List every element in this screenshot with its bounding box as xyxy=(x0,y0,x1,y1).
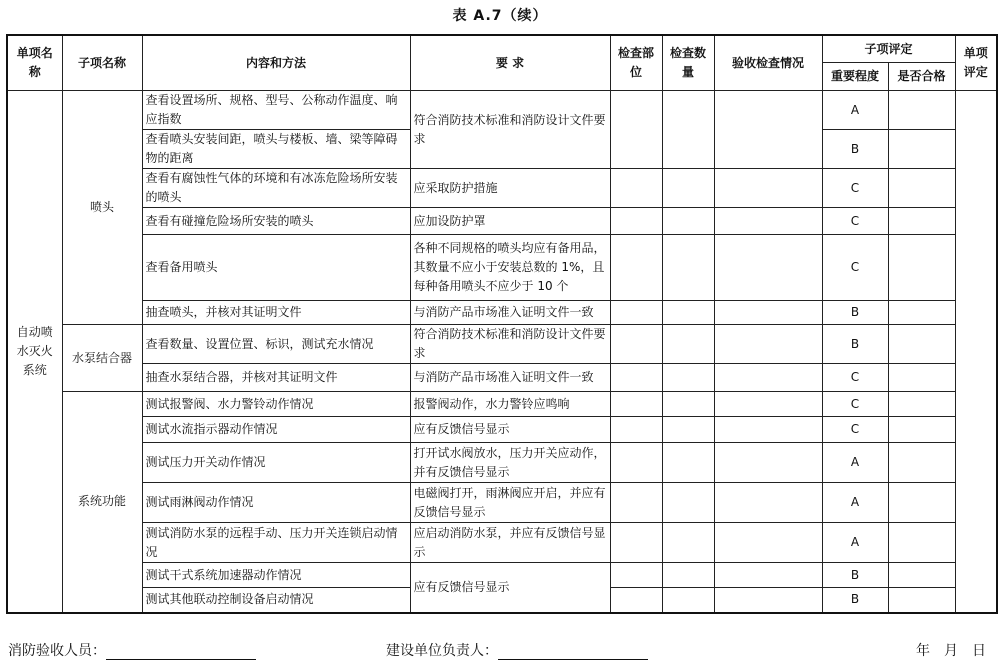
header-item-name: 单项名称 xyxy=(7,35,62,91)
inspection-status-cell[interactable] xyxy=(714,235,822,301)
qualified-cell[interactable] xyxy=(888,325,955,364)
check-location-cell[interactable] xyxy=(610,301,662,325)
check-location-cell[interactable] xyxy=(610,91,662,169)
importance-cell: B xyxy=(822,301,888,325)
inspection-status-cell[interactable] xyxy=(714,208,822,235)
qualified-cell[interactable] xyxy=(888,364,955,392)
requirement-cell: 应有反馈信号显示 xyxy=(410,417,610,443)
requirement-cell: 电磁阀打开，雨淋阀应开启，并应有反馈信号显示 xyxy=(410,483,610,523)
inspector-label: 消防验收人员： xyxy=(8,643,106,659)
check-quantity-cell[interactable] xyxy=(662,392,714,417)
qualified-cell[interactable] xyxy=(888,91,955,130)
content-cell: 测试雨淋阀动作情况 xyxy=(142,483,410,523)
check-location-cell[interactable] xyxy=(610,523,662,563)
table-row xyxy=(7,91,997,130)
header-check-location: 检查部位 xyxy=(610,35,662,91)
header-content-method: 内容和方法 xyxy=(142,35,410,91)
requirement-cell: 应采取防护措施 xyxy=(410,169,610,208)
inspector-signature-line[interactable] xyxy=(106,645,256,660)
check-quantity-cell[interactable] xyxy=(662,169,714,208)
acceptance-table xyxy=(6,34,998,614)
content-cell: 查看有腐蚀性气体的环境和有冰冻危险场所安装的喷头 xyxy=(142,169,410,208)
check-quantity-cell[interactable] xyxy=(662,588,714,613)
header-inspection-status: 验收检查情况 xyxy=(714,35,822,91)
system-name-cell: 自动喷水灭火系统 xyxy=(7,91,62,613)
header-check-quantity: 检查数量 xyxy=(662,35,714,91)
content-cell: 测试水流指示器动作情况 xyxy=(142,417,410,443)
qualified-cell[interactable] xyxy=(888,483,955,523)
owner-label: 建设单位负责人： xyxy=(386,643,498,659)
check-location-cell[interactable] xyxy=(610,443,662,483)
qualified-cell[interactable] xyxy=(888,169,955,208)
check-quantity-cell[interactable] xyxy=(662,208,714,235)
inspection-status-cell[interactable] xyxy=(714,169,822,208)
check-quantity-cell[interactable] xyxy=(662,417,714,443)
table-row xyxy=(7,169,997,208)
importance-cell: C xyxy=(822,392,888,417)
qualified-cell[interactable] xyxy=(888,301,955,325)
inspection-status-cell[interactable] xyxy=(714,392,822,417)
content-cell: 查看喷头安装间距，喷头与楼板、墙、梁等障碍物的距离 xyxy=(142,130,410,169)
table-row xyxy=(7,364,997,392)
importance-cell: C xyxy=(822,364,888,392)
qualified-cell[interactable] xyxy=(888,130,955,169)
header-sub-eval: 子项评定 xyxy=(822,35,955,63)
group-nozzle: 喷头 xyxy=(62,91,142,325)
requirement-cell: 与消防产品市场准入证明文件一致 xyxy=(410,364,610,392)
content-cell: 抽查水泵结合器，并核对其证明文件 xyxy=(142,364,410,392)
content-cell: 测试压力开关动作情况 xyxy=(142,443,410,483)
qualified-cell[interactable] xyxy=(888,417,955,443)
group-system-function: 系统功能 xyxy=(62,392,142,613)
header-qualified: 是否合格 xyxy=(888,63,955,91)
inspection-status-cell[interactable] xyxy=(714,417,822,443)
inspection-status-cell[interactable] xyxy=(714,483,822,523)
check-location-cell[interactable] xyxy=(610,169,662,208)
requirement-cell: 符合消防技术标准和消防设计文件要求 xyxy=(410,91,610,169)
owner-signature-line[interactable] xyxy=(498,645,648,660)
check-location-cell[interactable] xyxy=(610,392,662,417)
importance-cell: A xyxy=(822,483,888,523)
check-quantity-cell[interactable] xyxy=(662,483,714,523)
content-cell: 测试干式系统加速器动作情况 xyxy=(142,563,410,588)
inspection-status-cell[interactable] xyxy=(714,91,822,169)
inspection-status-cell[interactable] xyxy=(714,523,822,563)
group-pump-connector: 水泵结合器 xyxy=(62,325,142,392)
check-location-cell[interactable] xyxy=(610,364,662,392)
date-label: 年 月 日 xyxy=(916,643,986,659)
table-row xyxy=(7,208,997,235)
requirement-cell: 报警阀动作，水力警铃应鸣响 xyxy=(410,392,610,417)
qualified-cell[interactable] xyxy=(888,392,955,417)
requirement-cell: 符合消防技术标准和消防设计文件要求 xyxy=(410,325,610,364)
importance-cell: A xyxy=(822,91,888,130)
inspection-status-cell[interactable] xyxy=(714,301,822,325)
inspection-status-cell[interactable] xyxy=(714,325,822,364)
requirement-cell: 打开试水阀放水，压力开关应动作，并有反馈信号显示 xyxy=(410,443,610,483)
requirement-cell: 与消防产品市场准入证明文件一致 xyxy=(410,301,610,325)
content-cell: 抽查喷头，并核对其证明文件 xyxy=(142,301,410,325)
check-quantity-cell[interactable] xyxy=(662,563,714,588)
check-location-cell[interactable] xyxy=(610,208,662,235)
importance-cell: B xyxy=(822,588,888,613)
content-cell: 查看有碰撞危险场所安装的喷头 xyxy=(142,208,410,235)
inspection-status-cell[interactable] xyxy=(714,563,822,588)
item-eval-cell[interactable] xyxy=(955,91,997,613)
content-cell: 查看备用喷头 xyxy=(142,235,410,301)
importance-cell: C xyxy=(822,235,888,301)
inspection-status-cell[interactable] xyxy=(714,588,822,613)
qualified-cell[interactable] xyxy=(888,523,955,563)
requirement-cell: 应加设防护罩 xyxy=(410,208,610,235)
importance-cell: B xyxy=(822,563,888,588)
check-location-cell[interactable] xyxy=(610,325,662,364)
check-location-cell[interactable] xyxy=(610,563,662,588)
content-cell: 查看数量、设置位置、标识，测试充水情况 xyxy=(142,325,410,364)
check-quantity-cell[interactable] xyxy=(662,301,714,325)
check-quantity-cell[interactable] xyxy=(662,325,714,364)
requirement-cell: 应有反馈信号显示 xyxy=(410,563,610,613)
inspection-status-cell[interactable] xyxy=(714,364,822,392)
table-row xyxy=(7,483,997,523)
importance-cell: A xyxy=(822,523,888,563)
check-quantity-cell[interactable] xyxy=(662,91,714,169)
table-row xyxy=(7,301,997,325)
table-row xyxy=(7,417,997,443)
importance-cell: C xyxy=(822,417,888,443)
table-row xyxy=(7,563,997,588)
table-row xyxy=(7,392,997,417)
check-location-cell[interactable] xyxy=(610,235,662,301)
qualified-cell[interactable] xyxy=(888,235,955,301)
table-row xyxy=(7,235,997,301)
qualified-cell[interactable] xyxy=(888,588,955,613)
owner-signature xyxy=(386,640,648,660)
header-sub-name: 子项名称 xyxy=(62,35,142,91)
qualified-cell[interactable] xyxy=(888,208,955,235)
check-location-cell[interactable] xyxy=(610,483,662,523)
inspector-signature xyxy=(8,640,256,660)
importance-cell: B xyxy=(822,325,888,364)
content-cell: 测试消防水泵的远程手动、压力开关连锁启动情况 xyxy=(142,523,410,563)
header-importance: 重要程度 xyxy=(822,63,888,91)
qualified-cell[interactable] xyxy=(888,443,955,483)
content-cell: 测试其他联动控制设备启动情况 xyxy=(142,588,410,613)
check-location-cell[interactable] xyxy=(610,417,662,443)
header-item-eval: 单项评定 xyxy=(955,35,997,91)
check-quantity-cell[interactable] xyxy=(662,364,714,392)
check-quantity-cell[interactable] xyxy=(662,443,714,483)
qualified-cell[interactable] xyxy=(888,563,955,588)
importance-cell: C xyxy=(822,208,888,235)
header-requirement: 要 求 xyxy=(410,35,610,91)
table-title: 表 A.7（续） xyxy=(452,8,548,24)
content-cell: 测试报警阀、水力警铃动作情况 xyxy=(142,392,410,417)
importance-cell: B xyxy=(822,130,888,169)
importance-cell: C xyxy=(822,169,888,208)
check-quantity-cell[interactable] xyxy=(662,235,714,301)
requirement-cell: 应启动消防水泵，并应有反馈信号显示 xyxy=(410,523,610,563)
table-row xyxy=(7,523,997,563)
content-cell: 查看设置场所、规格、型号、公称动作温度、响应指数 xyxy=(142,91,410,130)
inspection-status-cell[interactable] xyxy=(714,443,822,483)
check-quantity-cell[interactable] xyxy=(662,523,714,563)
importance-cell: A xyxy=(822,443,888,483)
check-location-cell[interactable] xyxy=(610,588,662,613)
table-row xyxy=(7,443,997,483)
table-row xyxy=(7,325,997,364)
requirement-cell: 各种不同规格的喷头均应有备用品，其数量不应小于安装总数的 1%，且每种备用喷头不应少于 10 个 xyxy=(410,235,610,301)
